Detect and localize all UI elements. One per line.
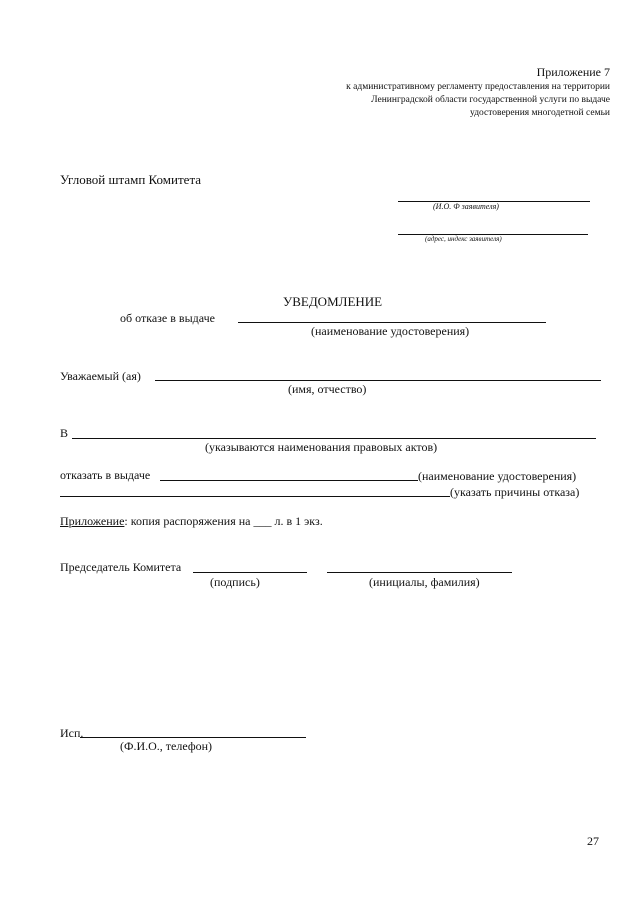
appendix-line-3: удостоверения многодетной семьи <box>470 108 610 118</box>
initials-line <box>327 572 512 573</box>
attachment-text: : копия распоряжения на ___ л. в 1 экз. <box>124 514 323 528</box>
appendix-line-1: к административному регламенту предоставления на территории <box>346 82 610 92</box>
appendix-line-2: Ленинградской области государственной услуги по выдаче <box>371 95 610 105</box>
initials-caption: (инициалы, фамилия) <box>369 575 480 589</box>
attachment-label: Приложение <box>60 514 125 528</box>
refusal-reason-line <box>60 496 450 497</box>
refusal-certificate-caption: (наименование удостоверения) <box>418 469 577 483</box>
legal-acts-caption: (указываются наименования правовых актов) <box>205 440 438 454</box>
greeting-name-line <box>155 380 601 381</box>
applicant-name-caption: (И.О. Ф заявителя) <box>433 202 499 211</box>
signature-line <box>193 572 307 573</box>
refusal-label: отказать в выдаче <box>60 468 151 482</box>
applicant-address-caption: (адрес, индекс заявителя) <box>425 235 502 243</box>
legal-acts-line <box>72 438 596 439</box>
appendix-title: Приложение 7 <box>536 65 610 79</box>
greeting-name-caption: (имя, отчество) <box>288 382 367 396</box>
legal-acts-label: В <box>60 426 69 440</box>
corner-stamp-label: Угловой штамп Комитета <box>60 172 202 187</box>
page-number: 27 <box>587 834 599 848</box>
executor-caption: (Ф.И.О., телефон) <box>120 739 213 753</box>
greeting-label: Уважаемый (ая) <box>60 369 141 383</box>
chairman-label: Председатель Комитета <box>60 560 182 574</box>
refusal-certificate-line <box>160 480 418 481</box>
executor-line <box>80 737 306 738</box>
signature-caption: (подпись) <box>210 575 260 589</box>
notice-title: УВЕДОМЛЕНИЕ <box>283 294 383 309</box>
certificate-name-line <box>238 322 546 323</box>
executor-label: Исп. <box>60 726 84 740</box>
notice-subtitle: об отказе в выдаче <box>120 311 215 325</box>
refusal-reason-caption: (указать причины отказа) <box>450 485 580 499</box>
attachment-line <box>60 514 323 529</box>
certificate-name-caption: (наименование удостоверения) <box>311 324 470 338</box>
